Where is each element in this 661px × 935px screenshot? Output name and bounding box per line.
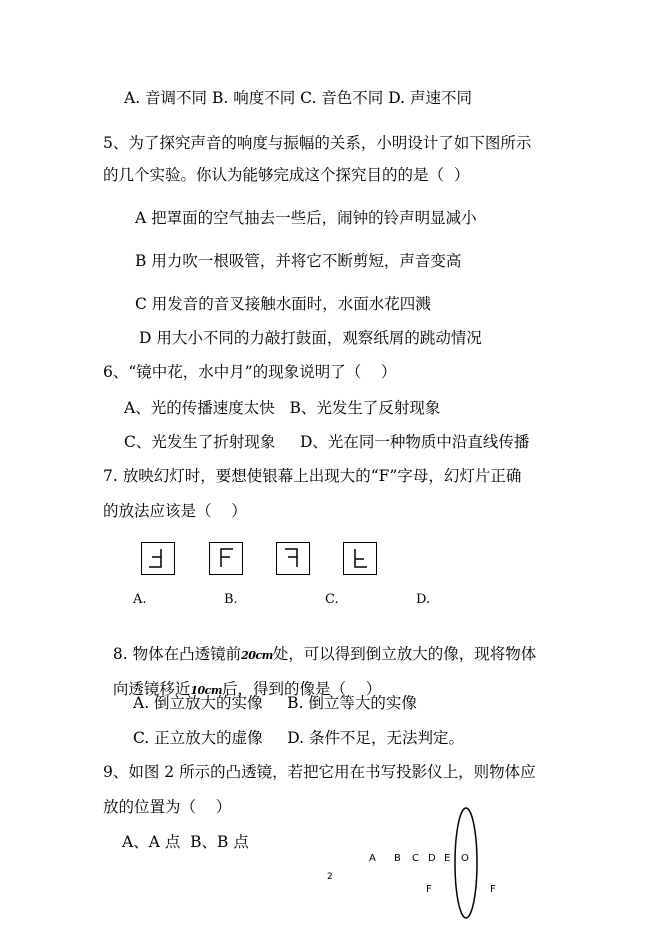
q5-option-d: D 用大小不同的力敲打鼓面，观察纸屑的跳动情况 bbox=[139, 329, 482, 347]
q9-stem-line1: 9、如图 2 所示的凸透镜，若把它用在书写投影仪上，则物体应 bbox=[103, 763, 536, 781]
point-label-e: E bbox=[444, 853, 451, 864]
q4-options: A. 音调不同 B. 响度不同 C. 音色不同 D. 声速不同 bbox=[124, 89, 472, 107]
point-label-b: B bbox=[394, 853, 401, 864]
q8-distance-20cm: 20cm bbox=[241, 649, 273, 662]
point-label-a: A bbox=[369, 853, 376, 864]
q9-stem-line2: 放的位置为（ ） bbox=[103, 798, 232, 816]
slide-option-d-image bbox=[343, 542, 377, 575]
point-label-d: D bbox=[428, 853, 436, 864]
q7-stem-line1: 7. 放映幻灯时，要想使银幕上出现大的“F”字母，幻灯片正确 bbox=[103, 467, 522, 485]
slide-option-b-image bbox=[209, 542, 243, 575]
slide-label-a: A. bbox=[133, 592, 147, 607]
q5-option-c: C 用发音的音叉接触水面时，水面水花四溅 bbox=[135, 295, 431, 313]
q5-option-b: B 用力吹一根吸管，并将它不断剪短，声音变高 bbox=[135, 252, 462, 270]
q8-options-ab: A. 倒立放大的实像 B. 倒立等大的实像 bbox=[133, 694, 417, 712]
q9-options-ab: A、A 点 B、B 点 bbox=[122, 833, 249, 851]
point-label-c: C bbox=[412, 853, 419, 864]
q8-stem-line2: 向透镜移近10cm后，得到的像是（ ） bbox=[112, 680, 382, 698]
q8-options-cd: C. 正立放大的虚像 D. 条件不足，无法判定。 bbox=[133, 729, 465, 747]
q8-distance-10cm: 10cm bbox=[190, 684, 223, 697]
slide-option-a-image bbox=[141, 542, 175, 575]
figure-caption: 2 bbox=[327, 872, 333, 882]
q5-stem-line1: 5、为了探究声音的响度与振幅的关系，小明设计了如下图所示 bbox=[103, 134, 532, 152]
q8-stem-line1: 8. 物体在凸透镜前20cm处，可以得到倒立放大的像，现将物体 bbox=[112, 645, 537, 663]
slide-option-c-image bbox=[276, 542, 310, 575]
point-label-o: O bbox=[461, 853, 469, 864]
q7-stem-line2: 的放法应该是（ ） bbox=[103, 502, 247, 520]
q5-stem-line2: 的几个实验。你认为能够完成这个探究目的的是（ ） bbox=[103, 166, 470, 184]
q6-stem: 6、“镜中花，水中月”的现象说明了（ ） bbox=[103, 363, 397, 381]
slide-label-d: D. bbox=[416, 592, 431, 607]
q6-options-cd: C、光发生了折射现象 D、光在同一种物质中沿直线传播 bbox=[124, 433, 530, 451]
focal-point-left: F bbox=[426, 884, 432, 895]
focal-point-right: F bbox=[490, 884, 496, 895]
q5-option-a: A 把罩面的空气抽去一些后，闹钟的铃声明显减小 bbox=[135, 209, 477, 227]
q6-options-ab: A、光的传播速度太快 B、光发生了反射现象 bbox=[124, 399, 441, 417]
slide-label-b: B. bbox=[224, 592, 238, 607]
slide-label-c: C. bbox=[325, 592, 339, 607]
